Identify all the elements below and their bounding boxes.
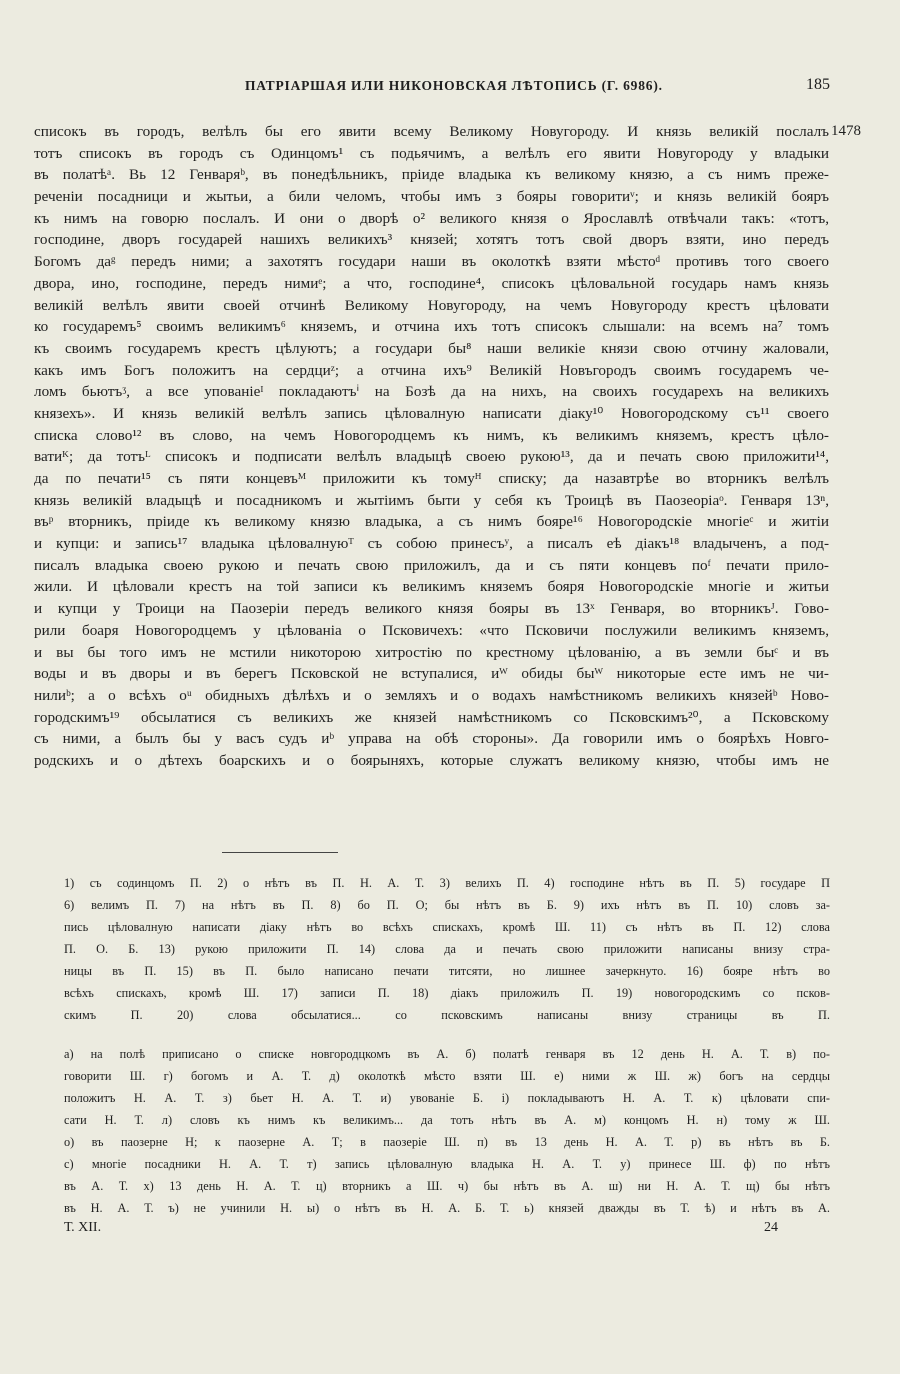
text-line: списокъ въ городъ, велѣлъ бы его явити всему Великому Новугороду. И князь великій послалъ xyxy=(34,123,829,140)
running-head: ПАТРІАРШАЯ ИЛИ НИКОНОВСКАЯ ЛѢТОПИСЬ (Г. 6986). xyxy=(245,78,663,93)
text-line: какъ имъ Богъ положитъ на сердциᶻ; а отчина ихъ⁹ Великій Новъгородъ своимъ государемъ че- xyxy=(34,361,829,379)
footnote-line: 6) велимъ П. 7) на нѣтъ въ П. 8) бо П. О; бы нѣтъ въ Б. 9) ихъ нѣтъ въ П. 10) словъ за- xyxy=(64,898,830,912)
text-line: ломъ бьютъᶾ, а все упованіеᴵ покладаютъⁱ на Бозѣ да на нихъ, на своихъ государехъ на великихъ xyxy=(34,383,829,401)
footnote-line: 1) съ содинцомъ П. 2) о нѣтъ въ П. Н. А. Т. 3) велихъ П. 4) господине нѣтъ въ П. 5) государе П xyxy=(64,876,830,890)
text-line: нилиᵇ; а о всѣхъ оᵘ обидныхъ дѣлѣхъ и о земляхъ и о водахъ намѣстникомъ великихъ князейᵇ Ново- xyxy=(34,686,829,704)
lettered-footnotes xyxy=(64,1043,830,1219)
text-line: князехъ». И князь великій велѣлъ запись цѣловалную написати діаку¹⁰ Новогородскому съ¹¹ своего xyxy=(34,404,829,422)
text-line: господине, дворъ государей нашихъ великихъ³ князей; хотятъ тотъ свой дворъ взяти, ино передъ xyxy=(34,231,829,249)
text-line: городскимъ¹⁹ обсылатися съ великихъ же князей намѣстникомъ со Псковскимъ²⁰, а Псковскому xyxy=(34,708,829,726)
text-line: списка слово¹² въ слово, на чемъ Новогородцемъ къ нимъ, къ великимъ княземъ, крестъ цѣло- xyxy=(34,426,829,444)
text-line: ватиᴷ; да тотъᴸ списокъ и подписати велѣлъ владыцѣ своею рукою¹³, да и печать свою приложити¹⁴, xyxy=(34,448,829,466)
text-line: къ своимъ государемъ крестъ цѣлуютъ; а государи бы⁸ наши великіе князи свою отчину жаловали, xyxy=(34,339,829,357)
footnote-line: ницы въ П. 15) въ П. было написано печати титсяти, но лишнее зачеркнуто. 16) бояре нѣтъ во xyxy=(64,964,830,978)
numbered-footnotes xyxy=(64,872,830,1026)
variant-note-line: о) въ паозерне Н; к паозерне А. Т; в паозеріе Ш. п) въ 13 день Н. А. Т. р) въ нѣтъ въ Б. xyxy=(64,1135,830,1149)
text-line: тотъ списокъ въ городъ съ Одинцомъ¹ съ подьячимъ, а велѣлъ его явити Новугороду у владыки xyxy=(34,144,829,162)
text-line: и вы бы того имъ не мстили никоторою хитростію по крестному цѣлованію, а въ земли быᶜ и въ xyxy=(34,643,829,661)
text-line: въ полатѣᵃ. Вь 12 Генваряᵇ, въ понедѣльникъ, пріиде владыка къ великому князю, а съ нимъ преже- xyxy=(34,166,829,184)
text-line: воды и въ дворы и въ берегъ Псковской не вступалися, иᵂ обиды быᵂ никоторые есте имъ не чи- xyxy=(34,665,829,683)
variant-note-line: сати Н. Т. л) словъ къ нимъ къ великимъ... да тотъ нѣтъ въ А. м) концомъ Н. н) тому ж Ш. xyxy=(64,1113,830,1127)
volume-mark: Т. XII. xyxy=(64,1220,102,1235)
variant-note-line: с) многіе посадники Н. А. Т. т) запись цѣловалную владыка Н. А. Т. у) принесе Ш. ф) по нѣтъ xyxy=(64,1157,830,1171)
variant-note-line: положитъ Н. А. Т. з) бьет Н. А. Т. и) увованіе Б. і) покладываютъ Н. А. Т. к) цѣловати спи- xyxy=(64,1091,830,1105)
text-line: родскихъ и о дѣтехъ боарскихъ и о боярыняхъ, которые служатъ великому князю, чтобы имъ не xyxy=(34,751,829,769)
text-line: въᵖ вторникъ, пріиде къ великому князю владыка, а съ нимъ бояре¹⁶ Новогородскіе многіеᶜ и житіи xyxy=(34,513,829,531)
text-line: двора, ино, господине, передъ нимиᵉ; а что, господине⁴, списокъ цѣловальной государь намъ князь xyxy=(34,274,829,292)
text-line: да по печати¹⁵ съ пяти концевъᴹ приложити къ томуᴴ списку; да назавтрѣе во вторникъ велѣлъ xyxy=(34,470,829,487)
text-line: рили боаря Новогородцемъ у цѣлованіа о Псковичехъ: «что Псковичи послужили великимъ княземъ, xyxy=(34,621,829,639)
text-line: къ нимъ на говорю послалъ. И они о дворѣ о² великого князя о Ярославлѣ отвѣчали такъ: «тотъ, xyxy=(34,209,829,227)
footnote-line: скимъ П. 20) слова обсылатися... со псковскимъ написаны внизу страницы въ П. xyxy=(64,1008,830,1022)
page-header xyxy=(245,78,830,100)
text-line: великій велѣлъ явити своей отчинѣ Великому Новугороду, на чемъ Новугороду крестъ цѣловати xyxy=(34,296,829,314)
footnote-line: П. О. Б. 13) рукою приложити П. 14) слова да и печать свою приложити написаны внизу стра- xyxy=(64,942,830,956)
text-line: Богомъ даᵍ передъ ними; а захотятъ государи наши въ околоткѣ взяти мѣстоᵈ противъ того своего xyxy=(34,253,829,271)
text-line: и купци: и запись¹⁷ владыка цѣловалнуюᵀ съ собою принесъʸ, а писалъ еѣ діакъ¹⁸ владыченъ, а под- xyxy=(34,535,829,553)
text-line: и купци у Троици на Паозеріи передъ великого князя бояры въ 13ˣ Генваря, во вторникъᴶ. Гово- xyxy=(34,600,829,618)
page-number: 185 xyxy=(806,76,830,93)
text-line: ко государемъ⁵ своимъ великимъ⁶ княземъ, и отчина ихъ тотъ списокъ слышали: на всемъ на⁷ томъ xyxy=(34,318,829,336)
footnote-line: всѣхъ спискахъ, кромѣ Ш. 17) записи П. 18) діакъ приложилъ П. 19) новогородскимъ со псков- xyxy=(64,986,830,1000)
footnote-line: пись цѣловалную написати діаку нѣтъ во всѣхъ спискахъ, кромѣ Ш. 11) съ нѣтъ въ П. 12) слова xyxy=(64,920,830,934)
text-line: жили. И цѣловали крестъ на той записи къ великимъ княземъ бояря Новогородскіе многіе и житьи xyxy=(34,578,829,596)
variant-note-line: а) на полѣ приписано о списке новгородцкомъ въ А. б) полатѣ генваря въ 12 день Н. А. Т. в) по- xyxy=(64,1047,830,1061)
page-footer xyxy=(64,1220,820,1240)
footnote-divider xyxy=(222,852,338,853)
text-line: реченіи посадници и жытьи, а били челомъ, чтобы имъ з бояры говоритиᵛ; и князь великій бояръ xyxy=(34,188,829,206)
margin-year: 1478 xyxy=(831,123,861,139)
main-text xyxy=(34,121,829,772)
text-line: князь великій владыцѣ и посадникомъ и жытіимъ быти у себя къ Троицѣ въ Паозеоріаᵒ. Генваря 13ⁿ, xyxy=(34,491,829,509)
text-line: съ ними, а былъ бы у васъ судъ иᵇ управа на обѣ стороны». Да говорили имъ о боярѣхъ Новго- xyxy=(34,730,829,748)
text-line: писалъ владыка своею рукою и печать свою приложилъ, да и съ пяти концевъ поᶠ печати прило- xyxy=(34,556,829,574)
variant-note-line: въ А. Т. х) 13 день Н. А. Т. ц) вторникъ а Ш. ч) бы нѣтъ въ А. ш) ни Н. А. Т. щ) бы нѣтъ xyxy=(64,1179,830,1193)
variant-note-line: говорити Ш. г) богомъ и А. Т. д) околоткѣ мѣсто взяти Ш. е) ними ж Ш. ж) богъ на сердцы xyxy=(64,1069,830,1083)
signature-mark: 24 xyxy=(764,1220,778,1235)
variant-note-line: въ Н. А. Т. ъ) не учинили Н. ы) о нѣтъ въ Н. А. Б. Т. ь) князей дважды въ Т. ѣ) и нѣтъ въ А. xyxy=(64,1201,830,1215)
